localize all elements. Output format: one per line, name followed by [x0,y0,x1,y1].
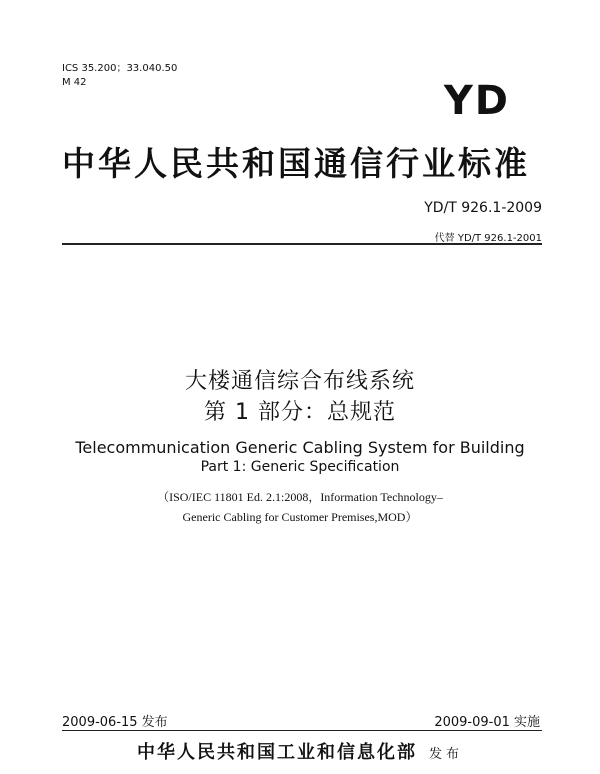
classification-codes [62,62,177,90]
publisher-suffix: 发布 [428,747,463,762]
ics-code: ICS 35.200；33.040.50 [62,63,178,74]
document-title-en: Telecommunication Generic Cabling System for Building [75,438,525,457]
yd-logo: YD [443,78,510,124]
standard-number: YD/T 926.1-2009 [424,200,542,216]
footer-divider [62,730,542,731]
iso-reference-line-1: （ISO/IEC 11801 Ed. 2.1:2008，Information Technology– [157,490,443,504]
header-divider [62,243,542,245]
publisher-name: 中华人民共和国工业和信息化部 [136,742,417,763]
document-title-cn: 大楼通信综合布线系统 [184,369,415,394]
iso-reference-line-2: Generic Cabling for Customer Premises,MOD） [182,510,418,524]
document-subtitle-en: Part 1: Generic Specification [200,459,400,475]
standard-category-title: 中华人民共和国通信行业标准 [62,144,530,183]
implement-date: 2009-09-01 实施 [434,715,540,730]
replaces-standard: 代替 YD/T 926.1-2001 [434,233,542,244]
publish-date: 2009-06-15 发布 [62,715,168,730]
publisher [0,738,600,764]
document-subtitle-cn: 第 1 部分：总规范 [204,400,396,425]
ccs-code: M 42 [62,77,87,88]
